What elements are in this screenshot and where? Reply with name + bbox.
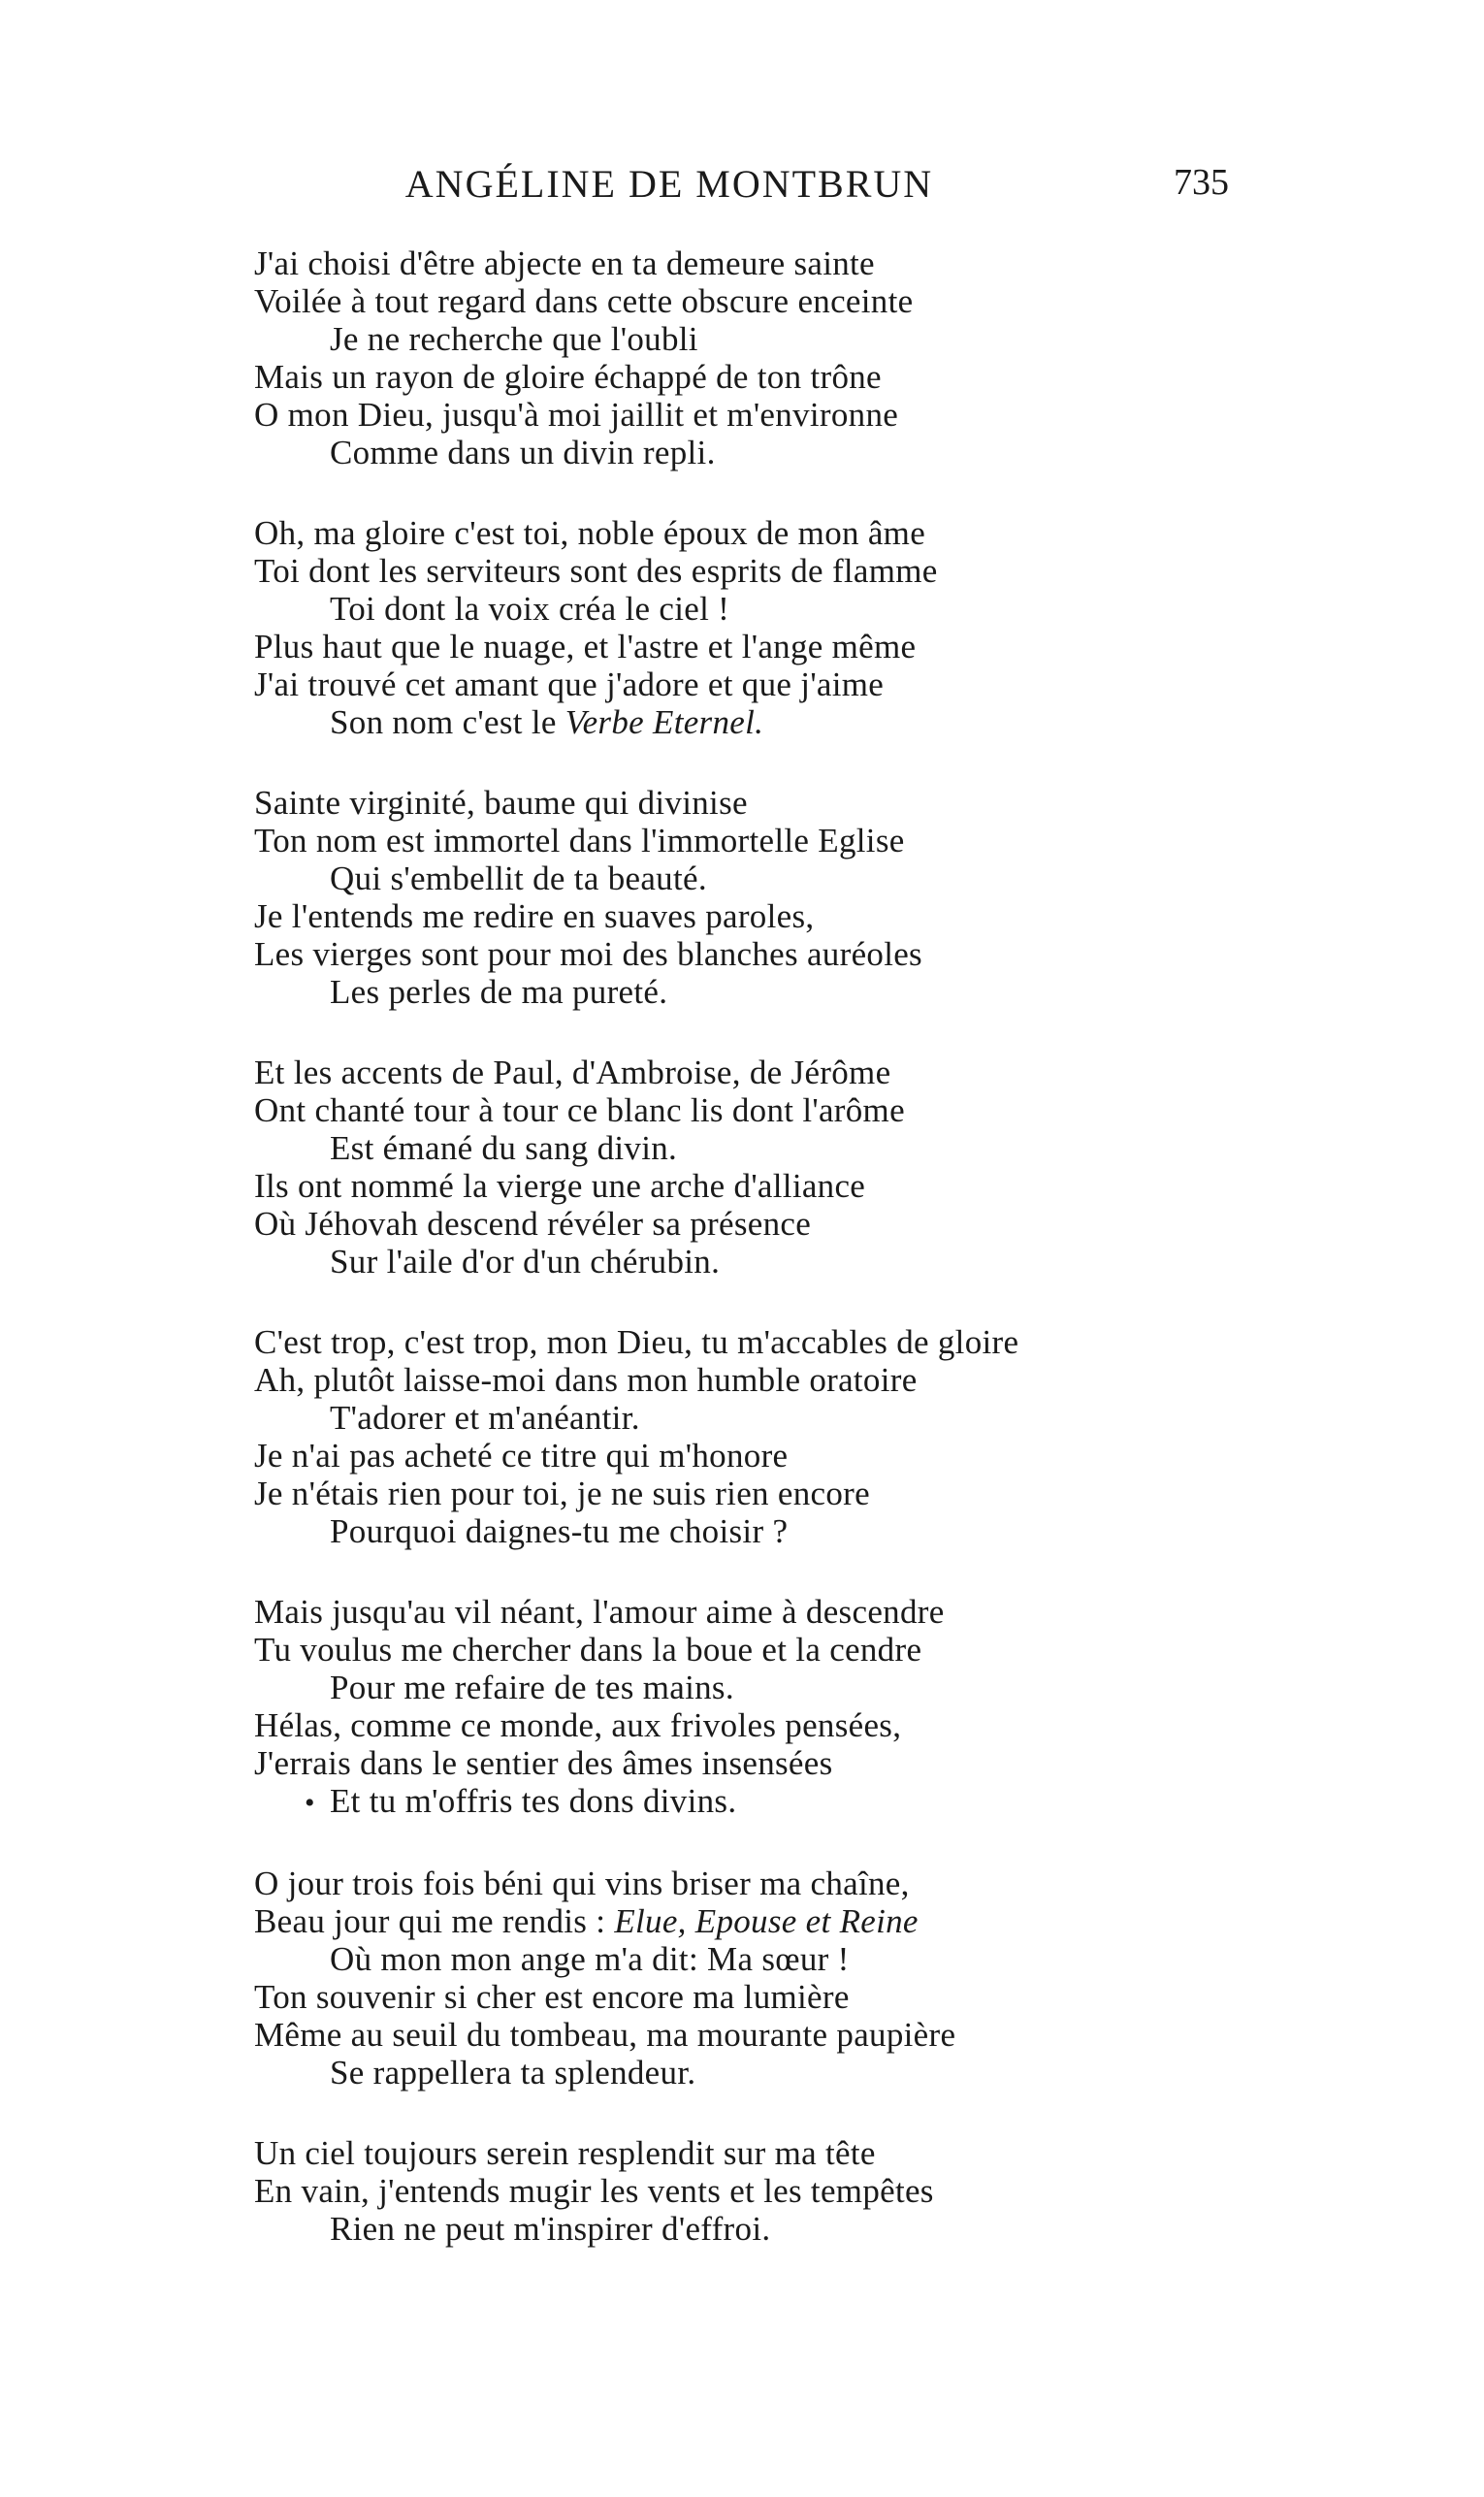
verse-line: Ton nom est immortel dans l'immortelle Eglise bbox=[254, 822, 905, 859]
verse-line: Qui s'embellit de ta beauté. bbox=[330, 859, 707, 897]
verse-line: Je n'étais rien pour toi, je ne suis rien encore bbox=[254, 1475, 870, 1512]
verse-line: J'ai trouvé cet amant que j'adore et que j'aime bbox=[254, 665, 885, 703]
verse-line: Est émané du sang divin. bbox=[330, 1129, 678, 1167]
verse-line: Un ciel toujours serein resplendit sur ma tête bbox=[254, 2134, 876, 2172]
verse-line: Les vierges sont pour moi des blanches auréoles bbox=[254, 935, 922, 973]
page-number: 735 bbox=[1174, 162, 1229, 203]
verse-line: Oh, ma gloire c'est toi, noble époux de mon âme bbox=[254, 514, 926, 552]
verse-line: T'adorer et m'anéantir. bbox=[330, 1399, 640, 1437]
verse-line: O jour trois fois béni qui vins briser ma chaîne, bbox=[254, 1865, 910, 1902]
stanza-4 bbox=[254, 1054, 1243, 1281]
stanza-5 bbox=[254, 1323, 1243, 1550]
verse-line: Pourquoi daignes-tu me choisir ? bbox=[330, 1512, 789, 1550]
stanza-7 bbox=[254, 1865, 1243, 2092]
verse-line: Je n'ai pas acheté ce titre qui m'honore bbox=[254, 1437, 789, 1475]
verse-line: Mais jusqu'au vil néant, l'amour aime à descendre bbox=[254, 1593, 945, 1631]
verse-line: En vain, j'entends mugir les vents et les tempêtes bbox=[254, 2172, 934, 2210]
verse-line: C'est trop, c'est trop, mon Dieu, tu m'accables de gloire bbox=[254, 1323, 1019, 1361]
verse-line: Ah, plutôt laisse-moi dans mon humble oratoire bbox=[254, 1361, 918, 1399]
verse-text: Beau jour qui me rendis : bbox=[254, 1902, 615, 1940]
verse-line: Mais un rayon de gloire échappé de ton trône bbox=[254, 358, 882, 396]
verse-line: Et les accents de Paul, d'Ambroise, de Jérôme bbox=[254, 1054, 891, 1091]
verse-line: O mon Dieu, jusqu'à moi jaillit et m'environne bbox=[254, 396, 899, 434]
verse-line: Ils ont nommé la vierge une arche d'alliance bbox=[254, 1167, 866, 1205]
verse-line: J'errais dans le sentier des âmes insensées bbox=[254, 1744, 833, 1782]
verse-line: Je ne recherche que l'oubli bbox=[330, 320, 698, 358]
verse-line: Même au seuil du tombeau, ma mourante paupière bbox=[254, 2016, 956, 2054]
verse-line: Toi dont la voix créa le ciel ! bbox=[330, 590, 730, 628]
verse-line: Où mon mon ange m'a dit: Ma sœur ! bbox=[330, 1940, 850, 1978]
poem bbox=[254, 244, 1243, 2290]
verse-line: Tu voulus me chercher dans la boue et la cendre bbox=[254, 1631, 922, 1669]
stanza-6 bbox=[254, 1593, 1243, 1822]
verse-italic-text: Verbe Eternel. bbox=[565, 703, 764, 741]
verse-line: J'ai choisi d'être abjecte en ta demeure sainte bbox=[254, 244, 875, 282]
stanza-8 bbox=[254, 2134, 1243, 2248]
stanza-1 bbox=[254, 244, 1243, 471]
verse-line: Voilée à tout regard dans cette obscure enceinte bbox=[254, 282, 914, 320]
verse-line: Je l'entends me redire en suaves paroles, bbox=[254, 897, 815, 935]
verse-line: Toi dont les serviteurs sont des esprits de flamme bbox=[254, 552, 938, 590]
verse-line: Pour me refaire de tes mains. bbox=[330, 1669, 734, 1706]
verse-line: Comme dans un divin repli. bbox=[330, 434, 716, 471]
verse-line: Ont chanté tour à tour ce blanc lis dont l'arôme bbox=[254, 1091, 905, 1129]
verse-text: Et tu m'offris tes dons divins. bbox=[330, 1782, 737, 1820]
bullet-icon: • bbox=[305, 1787, 315, 1819]
verse-line: Se rappellera ta splendeur. bbox=[330, 2054, 696, 2092]
verse-line: Plus haut que le nuage, et l'astre et l'ange même bbox=[254, 628, 917, 665]
verse-italic-text: Elue, Epouse et Reine bbox=[614, 1902, 919, 1940]
verse-line: Sainte virginité, baume qui divinise bbox=[254, 784, 748, 822]
verse-line: Sur l'aile d'or d'un chérubin. bbox=[330, 1243, 721, 1281]
stanza-2 bbox=[254, 514, 1243, 741]
running-title: ANGÉLINE DE MONTBRUN bbox=[404, 162, 934, 206]
verse-line: Les perles de ma pureté. bbox=[330, 973, 668, 1011]
verse-text: Son nom c'est le bbox=[330, 703, 565, 741]
verse-line bbox=[254, 1902, 1243, 1940]
verse-line bbox=[254, 1782, 1243, 1822]
verse-line bbox=[254, 703, 1243, 741]
stanza-3 bbox=[254, 784, 1243, 1011]
verse-line: Où Jéhovah descend révéler sa présence bbox=[254, 1205, 812, 1243]
verse-line: Hélas, comme ce monde, aux frivoles pensées, bbox=[254, 1706, 902, 1744]
verse-line: Ton souvenir si cher est encore ma lumière bbox=[254, 1978, 850, 2016]
verse-line: Rien ne peut m'inspirer d'effroi. bbox=[330, 2210, 771, 2248]
